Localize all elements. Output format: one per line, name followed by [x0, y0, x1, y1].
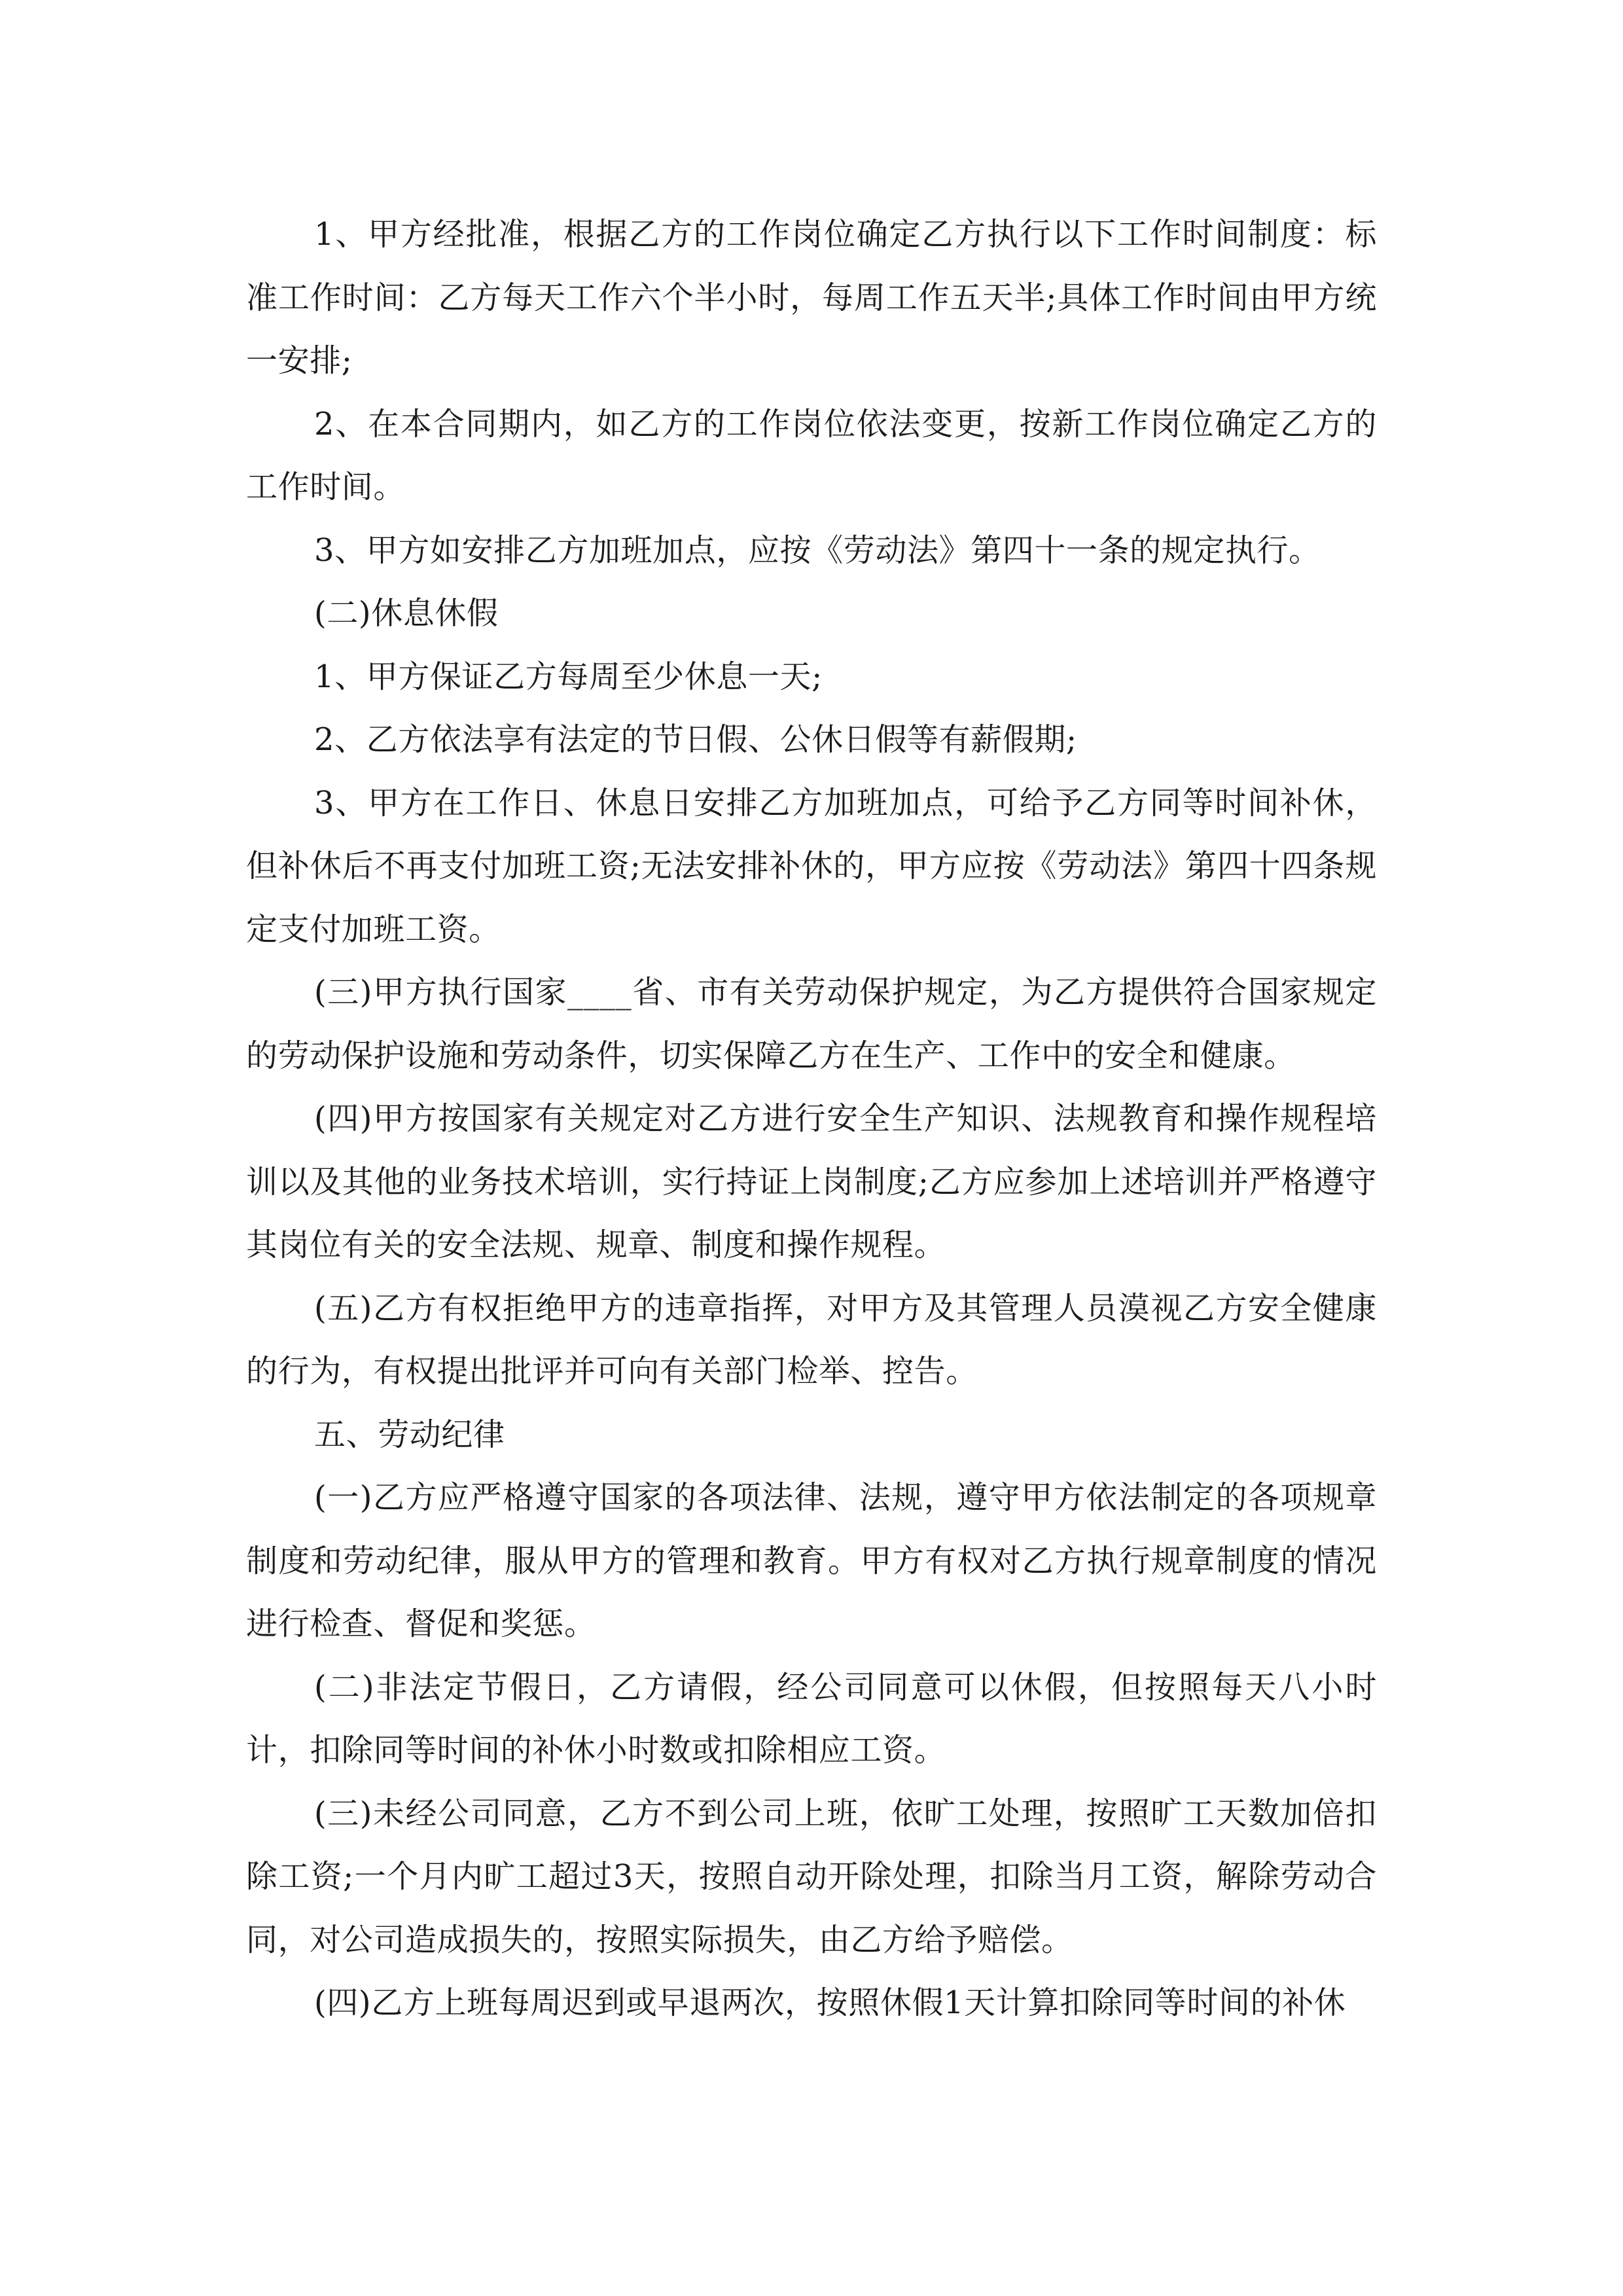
paragraph: 2、在本合同期内，如乙方的工作岗位依法变更，按新工作岗位确定乙方的工作时间。: [246, 405, 1377, 505]
paragraph: 3、甲方在工作日、休息日安排乙方加班加点，可给予乙方同等时间补休，但补休后不再支付加班工资;无法安排补休的，甲方应按《劳动法》第四十四条规定支付加班工资。: [246, 784, 1377, 948]
paragraph: (四)甲方按国家有关规定对乙方进行安全生产知识、法规教育和操作规程培训以及其他的业务技术培训，实行持证上岗制度;乙方应参加上述培训并严格遵守其岗位有关的安全法规、规章、制度和操作规程。: [246, 1100, 1377, 1263]
paragraph: 3、甲方如安排乙方加班加点，应按《劳动法》第四十一条的规定执行。: [314, 531, 1321, 569]
paragraph: 1、甲方保证乙方每周至少休息一天;: [314, 658, 823, 695]
section-heading: (二)休息休假: [314, 595, 499, 632]
paragraph: (四)乙方上班每周迟到或早退两次，按照休假1天计算扣除同等时间的补休: [314, 1984, 1346, 2021]
paragraph: (三)未经公司同意，乙方不到公司上班，依旷工处理，按照旷工天数加倍扣除工资;一个月内旷工超过3天，按照自动开除处理，扣除当月工资，解除劳动合同，对公司造成损失的，按照实际损失，由乙方给予赔偿。: [246, 1795, 1377, 1958]
paragraph: 1、甲方经批准，根据乙方的工作岗位确定乙方执行以下工作时间制度：标准工作时间：乙方每天工作六个半小时，每周工作五天半;具体工作时间由甲方统一安排;: [246, 216, 1377, 379]
paragraph: (五)乙方有权拒绝甲方的违章指挥，对甲方及其管理人员漠视乙方安全健康的行为，有权提出批评并可向有关部门检举、控告。: [246, 1289, 1377, 1390]
paragraph: (二)非法定节假日，乙方请假，经公司同意可以休假，但按照每天八小时计，扣除同等时间的补休小时数或扣除相应工资。: [246, 1668, 1377, 1768]
document-body: [246, 203, 1377, 2035]
paragraph: 2、乙方依法享有法定的节日假、公休日假等有薪假期;: [314, 721, 1077, 758]
paragraph: (一)乙方应严格遵守国家的各项法律、法规，遵守甲方依法制定的各项规章制度和劳动纪律，服从甲方的管理和教育。甲方有权对乙方执行规章制度的情况进行检查、督促和奖惩。: [246, 1479, 1377, 1642]
section-heading: 五、劳动纪律: [314, 1416, 505, 1453]
paragraph: (三)甲方执行国家____省、市有关劳动保护规定，为乙方提供符合国家规定的劳动保护设施和劳动条件，切实保障乙方在生产、工作中的安全和健康。: [246, 974, 1377, 1074]
